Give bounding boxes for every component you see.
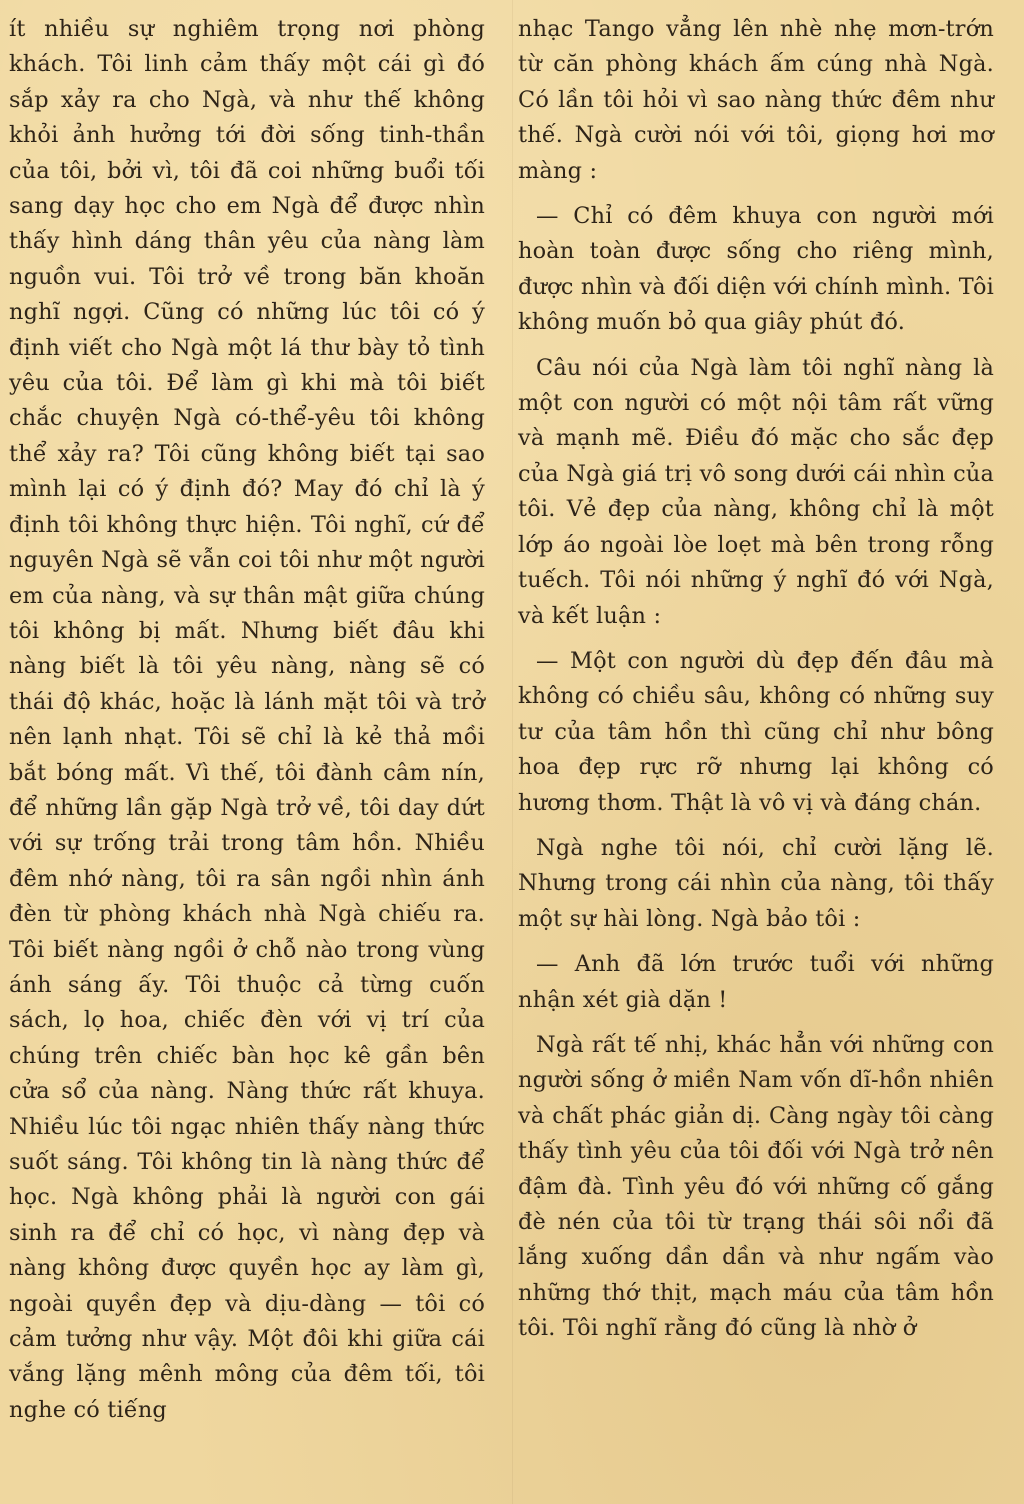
right-paragraph-1: nhạc Tango vẳng lên nhè nhẹ mơn-trớn từ căn phòng khách ấm cúng nhà Ngà. Có lần tôi hỏi vì sao nàng thức đêm như thế. Ngà cười nói với tôi, giọng hơi mơ màng : [518, 16, 994, 184]
right-dialog-1: — Chỉ có đêm khuya con người mới hoàn toàn được sống cho riêng mình, được nhìn và đối diện với chính mình. Tôi không muốn bỏ qua giây phút đó. [518, 203, 995, 336]
right-dialog-3: — Anh đã lớn trước tuổi với những nhận xét già dặn ! [518, 951, 994, 1013]
left-paragraph-1: ít nhiều sự nghiêm trọng nơi phòng khách. Tôi linh cảm thấy một cái gì đó sắp xảy ra cho Ngà, và như thế không khỏi ảnh hưởng tới đời sống tinh-thần của tôi, bởi vì, tôi đã coi những buổi tối sang dạy học cho em Ngà để được nhìn thấy hình dáng thân yêu của nàng làm nguồn vui. Tôi trở về trong băn khoăn nghĩ ngợi. Cũng có những lúc tôi có ý định viết cho Ngà một lá thư bày tỏ tình yêu của tôi. Để làm gì khi mà tôi biết chắc chuyện Ngà có-thể-yêu tôi không thể xảy ra? Tôi cũng không biết tại sao mình lại có ý định đó? May đó chỉ là ý định tôi không thực hiện. Tôi nghĩ, cứ để nguyên Ngà sẽ vẫn coi tôi như một người em của nàng, và sự thân mật giữa chúng tôi không bị mất. Nhưng biết đâu khi nàng biết là tôi yêu nàng, nàng sẽ có thái độ khác, hoặc là lánh mặt tôi và trở nên lạnh nhạt. Tôi sẽ chỉ là kẻ thả mồi bắt bóng mất. Vì thế, tôi đành câm nín, để những lần gặp Ngà trở về, tôi day dứt với sự trống trải trong tâm hồn. Nhiều đêm nhớ nàng, tôi ra sân ngồi nhìn ánh đèn từ phòng khách nhà Ngà chiếu ra. Tôi biết nàng ngồi ở chỗ nào trong vùng ánh sáng ấy. Tôi thuộc cả từng cuốn sách, lọ hoa, chiếc đèn với vị trí của chúng trên chiếc bàn học kê gần bên cửa sổ của nàng. Nàng thức rất khuya. Nhiều lúc tôi ngạc nhiên thấy nàng thức suốt sáng. Tôi không tin là nàng thức để học. Ngà không phải là người con gái sinh ra để chỉ có học, vì nàng đẹp và nàng không được quyền học ay làm gì, ngoài quyền đẹp và dịu-dàng — tôi có cảm tưởng như vậy. Một đôi khi giữa cái vắng lặng mênh mông của đêm tối, tôi nghe có tiếng [9, 16, 485, 1423]
right-paragraph-4: Ngà rất tế nhị, khác hẳn với những con người sống ở miền Nam vốn dĩ-hồn nhiên và chất phác giản dị. Càng ngày tôi càng thấy tình yêu của tôi đối với Ngà trở nên đậm đà. Tình yêu đó với những cố gắng đè nén của tôi từ trạng thái sôi nổi đã lắng xuống dần dần và như ngấm vào những thớ thịt, mạch máu của tâm hồn tôi. Tôi nghĩ rằng đó cũng là nhờ ở [518, 1031, 994, 1342]
right-column [518, 12, 994, 1347]
right-paragraph-2: Câu nói của Ngà làm tôi nghĩ nàng là một con người có một nội tâm rất vững và mạnh mẽ. Điều đó mặc cho sắc đẹp của Ngà giá trị vô song dưới cái nhìn của tôi. Vẻ đẹp của nàng, không chỉ là một lớp áo ngoài lòe loẹt mà bên trong rỗng tuếch. Tôi nói những ý nghĩ đó với Ngà, và kết luận : [518, 354, 994, 629]
right-paragraph-3: Ngà nghe tôi nói, chỉ cười lặng lẽ. Nhưng trong cái nhìn của nàng, tôi thấy một sự hài lòng. Ngà bảo tôi : [518, 834, 994, 932]
left-column [9, 12, 485, 1428]
right-dialog-2: — Một con người dù đẹp đến đâu mà không có chiều sâu, không có những suy tư của tâm hồn thì cũng chỉ như bông hoa đẹp rực rỡ nhưng lại không có hương thơm. Thật là vô vị và đáng chán. [518, 647, 994, 816]
column-gutter [512, 0, 513, 1504]
